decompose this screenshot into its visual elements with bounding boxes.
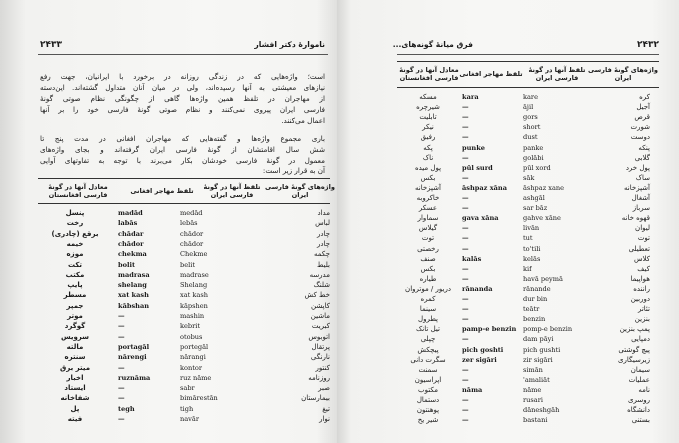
afghan-equivalent: طیاره <box>419 274 437 283</box>
text-line: معمول در گونۀ فارسی خودشان بکار می‌برند با توجه به تفاوتهای آوایی <box>40 156 325 165</box>
persian-word: مدرسه <box>309 270 330 279</box>
persian-word: گلابی <box>634 153 650 162</box>
table-row <box>337 122 679 132</box>
table-row <box>337 183 679 193</box>
table-row <box>0 342 337 352</box>
afghan-pronunciation: — <box>462 244 469 253</box>
table-row <box>337 213 679 223</box>
afghan-equivalent: تابلیت <box>419 113 437 122</box>
table-row <box>337 163 679 173</box>
afghan-pronunciation: — <box>118 322 125 331</box>
afghan-equivalent: کمره <box>420 295 436 303</box>
persian-word: پرتقال <box>311 342 330 351</box>
table-row <box>337 264 679 274</box>
afghan-pronunciation: — <box>462 335 469 344</box>
afghan-pronunciation: — <box>118 394 125 403</box>
afghan-equivalent: سگرت دانی <box>410 355 446 364</box>
table-row <box>337 244 679 254</box>
afghan-pronunciation: punke <box>462 143 485 152</box>
afghan-pronunciation: — <box>462 406 469 415</box>
iranian-pronunciation: short <box>523 123 541 132</box>
table-row <box>337 355 679 365</box>
afghan-equivalent: شفاخانه <box>60 394 90 403</box>
table-row <box>337 143 679 153</box>
table-row <box>0 249 337 259</box>
afghan-pronunciation: bolit <box>118 260 136 269</box>
persian-word: هواپیما <box>630 274 650 283</box>
afghan-equivalent: مسطر <box>63 291 87 300</box>
iranian-pronunciation: to'tili <box>523 244 541 253</box>
header-afghan-equivalent: معادل آنها در گونۀ فارسی افغانستان <box>399 65 459 82</box>
persian-word: کنتور <box>315 363 330 372</box>
table-row <box>337 324 679 334</box>
persian-word: ماشین <box>310 312 330 320</box>
persian-word: آشپزخانه <box>624 183 650 192</box>
persian-word: شلنگ <box>313 281 330 290</box>
afghan-pronunciation: — <box>462 103 469 112</box>
iranian-pronunciation: dur bin <box>523 295 548 303</box>
iranian-pronunciation: ājil <box>523 103 534 112</box>
table-row <box>337 193 679 203</box>
text-line: شش سال اقامتشان از گونۀ فارسی ایران گرفته‌اند و بجای واژه‌های <box>40 145 325 154</box>
persian-word: قرص <box>634 113 650 122</box>
table-row <box>337 254 679 264</box>
iranian-pronunciation: dam pāyi <box>523 335 554 344</box>
afghan-equivalent: سنتره <box>64 353 86 362</box>
header-iranian-pronunciation: تلفظ آنها در گونۀ فارسی ایران <box>528 65 586 82</box>
running-title: ناموارۀ دکتر افشار <box>254 40 325 49</box>
afghan-equivalent: چپلی <box>420 335 436 344</box>
iranian-pronunciation: teātr <box>523 305 540 314</box>
afghan-equivalent: مسکه <box>419 93 437 101</box>
table-row <box>0 383 337 393</box>
afghan-equivalent: رخت <box>66 219 84 228</box>
afghan-pronunciation: ruznāma <box>118 373 151 382</box>
afghan-equivalent: جمپر <box>66 301 84 310</box>
afghan-pronunciation: — <box>118 312 125 320</box>
iranian-pronunciation: medād <box>180 209 203 217</box>
persian-word: بلیط <box>316 260 330 269</box>
afghan-equivalent: توت <box>421 234 435 243</box>
table-row <box>0 260 337 270</box>
table-row <box>0 363 337 373</box>
persian-word: دمپایی <box>631 335 650 344</box>
iranian-pronunciation: kebrit <box>180 322 201 331</box>
header-afghan-pronunciation: تلفظ مهاجر افغانی <box>459 69 523 78</box>
table-header-rule <box>38 203 330 204</box>
afghan-pronunciation: — <box>462 365 469 374</box>
persian-word: بیمارستان <box>301 394 330 403</box>
table-row <box>0 290 337 300</box>
header-afghan-equivalent: معادل آنها در گونۀ فارسی افغانستان <box>48 182 108 199</box>
persian-word: دوست <box>630 133 650 142</box>
table-row <box>337 92 679 102</box>
table-row <box>337 112 679 122</box>
afghan-equivalent: گوگرد <box>64 322 86 331</box>
iranian-pronunciation: bimārestān <box>180 394 218 403</box>
left-page <box>0 0 337 443</box>
text-line: باری مجموع واژه‌ها و گفته‌هایی که مهاجران افغانی در مدت پنج تا <box>40 134 325 143</box>
persian-word: نامه <box>638 385 650 394</box>
afghan-pronunciation: nāma <box>462 385 483 394</box>
iranian-pronunciation: belit <box>180 260 195 269</box>
iranian-pronunciation: navār <box>180 415 199 423</box>
persian-word: کبریت <box>311 322 330 331</box>
afghan-equivalent: موزه <box>66 250 84 259</box>
persian-word: پنکه <box>638 143 650 152</box>
iranian-pronunciation: nāme <box>523 385 542 394</box>
afghan-equivalent: تکت <box>67 260 83 269</box>
afghan-equivalent: سرویس <box>60 332 90 341</box>
persian-word: روزنامه <box>308 373 330 382</box>
afghan-equivalent: اخبار <box>66 373 84 382</box>
afghan-equivalent: پنسل <box>65 209 85 217</box>
running-title: فرق میانۀ گونه‌های... <box>392 40 473 49</box>
text-line: نیازهای معیشتی به آنها رسیده‌اند، ولی در میان آنان متداول گشته‌اند. این‌دسته <box>40 83 325 92</box>
afghan-pronunciation: gava xāna <box>462 214 499 223</box>
text-line: است؛ واژه‌هایی که در زندگی روزانه در برخورد با ایرانیان، جهت رفع <box>40 72 325 81</box>
text-line: فارسی ایران پیروی نمی‌کنند و نظام صوتی گونۀ فارسی خود را بر آنها <box>40 105 325 114</box>
iranian-pronunciation: nārangi <box>180 353 206 362</box>
afghan-pronunciation: portagāl <box>118 342 150 351</box>
afghan-pronunciation: zer sigāri <box>462 355 497 364</box>
iranian-pronunciation: panke <box>523 143 544 152</box>
text-line: آن به قرار زیر است: <box>262 166 325 175</box>
table-row <box>337 415 679 425</box>
table-row <box>0 270 337 280</box>
afghan-pronunciation: pamp-e benzin <box>462 325 517 334</box>
table-row <box>337 173 679 183</box>
table-row <box>0 311 337 321</box>
persian-word: راننده <box>633 284 650 293</box>
afghan-pronunciation: chekma <box>118 250 147 259</box>
persian-word: لباس <box>315 219 330 228</box>
afghan-pronunciation: — <box>462 224 469 233</box>
header-persian-word: واژه‌های گونۀ فارسی ایران <box>588 65 658 82</box>
table-row <box>0 332 337 342</box>
iranian-pronunciation: āshpaz xane <box>523 183 565 192</box>
persian-word: نوار <box>319 415 330 423</box>
afghan-pronunciation: rānanda <box>462 284 493 293</box>
persian-word: قهوه خانه <box>621 214 650 223</box>
table-row <box>337 405 679 415</box>
header-afghan-pronunciation: تلفظ مهاجر افغانی <box>130 186 194 195</box>
iranian-pronunciation: madrase <box>180 270 209 279</box>
afghan-equivalent: سماوار <box>417 214 439 223</box>
afghan-equivalent: میتر برق <box>59 363 91 372</box>
persian-word: آجیل <box>636 103 650 112</box>
table-row <box>337 223 679 233</box>
persian-word: بستنی <box>631 416 650 425</box>
persian-word: ساک <box>635 173 650 182</box>
table-row <box>0 414 337 424</box>
persian-word: خط کش <box>304 291 330 300</box>
persian-word: تیغ <box>322 404 330 413</box>
iranian-pronunciation: dāneshgāh <box>523 406 560 415</box>
table-row <box>0 321 337 331</box>
persian-word: پیچ گوشتی <box>618 345 650 354</box>
iranian-pronunciation: golābi <box>523 153 544 162</box>
afghan-pronunciation: — <box>462 396 469 404</box>
table-row <box>337 132 679 142</box>
table-row <box>0 280 337 290</box>
table-row <box>337 365 679 375</box>
persian-word: پول خرد <box>625 163 650 172</box>
iranian-pronunciation: kontor <box>180 363 202 372</box>
afghan-equivalent: رخصتی <box>417 244 439 253</box>
afghan-pronunciation: — <box>462 113 469 122</box>
persian-word: نارنگی <box>310 353 330 362</box>
afghan-equivalent: مکتوب <box>418 385 438 394</box>
iranian-pronunciation: lebās <box>180 219 198 228</box>
afghan-equivalent: پطرول <box>417 315 439 324</box>
afghan-equivalent: پول میده <box>414 163 442 172</box>
table-row <box>337 153 679 163</box>
iranian-pronunciation: chādor <box>180 239 204 248</box>
afghan-equivalent: موتر <box>67 312 83 320</box>
afghan-pronunciation: chādor <box>118 239 144 248</box>
afghan-equivalent: سینما <box>419 305 437 314</box>
afghan-equivalent: دستمال <box>416 396 440 404</box>
afghan-equivalent: پیچکش <box>417 345 439 354</box>
afghan-equivalent: عسکر <box>418 204 438 213</box>
afghan-equivalent: مالته <box>66 342 84 351</box>
afghan-equivalent: تیل تانک <box>416 325 440 334</box>
afghan-pronunciation: — <box>462 194 469 202</box>
iranian-pronunciation: kelās <box>523 254 541 263</box>
persian-word: سرباز <box>632 204 650 213</box>
table-row <box>337 334 679 344</box>
persian-word: روسری <box>628 396 650 404</box>
afghan-pronunciation: kara <box>462 93 479 101</box>
table-row <box>0 404 337 414</box>
table-row <box>337 233 679 243</box>
iranian-pronunciation: pomp-e benzin <box>523 325 573 334</box>
afghan-pronunciation: — <box>462 204 469 213</box>
persian-word: شورت <box>630 123 650 132</box>
afghan-pronunciation: — <box>462 123 469 132</box>
table-top-rule <box>38 178 330 179</box>
table-row <box>337 203 679 213</box>
afghan-pronunciation: — <box>118 384 125 393</box>
persian-word: کلاس <box>633 254 650 263</box>
afghan-equivalent: پکه <box>423 143 433 152</box>
iranian-pronunciation: 'amaliāt <box>523 375 550 384</box>
iranian-pronunciation: otobus <box>180 332 203 341</box>
afghan-pronunciation: — <box>462 173 469 182</box>
afghan-pronunciation: nārengi <box>118 353 147 362</box>
iranian-pronunciation: pūl xord <box>523 163 551 172</box>
afghan-pronunciation: kalās <box>462 254 482 263</box>
iranian-pronunciation: simān <box>523 365 543 374</box>
afghan-equivalent: پل <box>70 404 80 413</box>
table-row <box>337 304 679 314</box>
iranian-pronunciation: xat kash <box>180 291 208 300</box>
afghan-equivalent: پایپ <box>67 281 83 290</box>
afghan-equivalent: سمنت <box>418 365 438 374</box>
text-line: از مهاجران در تلفظ همین واژه‌ها گاهی از چگونگی نظام صوتی گونۀ <box>40 94 325 103</box>
afghan-equivalent: خیمه <box>66 239 84 248</box>
afghan-pronunciation: chādar <box>118 229 144 238</box>
table-row <box>0 373 337 383</box>
afghan-equivalent: پوهنتون <box>416 406 440 415</box>
persian-word: کیف <box>637 264 650 273</box>
afghan-pronunciation: shelang <box>118 281 147 290</box>
table-row <box>337 294 679 304</box>
afghan-pronunciation: pūl surd <box>462 163 493 172</box>
afghan-equivalent: بکس <box>420 264 436 273</box>
table-row <box>337 385 679 395</box>
iranian-pronunciation: rusari <box>523 396 543 404</box>
table-row <box>337 314 679 324</box>
right-page <box>337 0 679 443</box>
persian-word: بنزین <box>634 315 650 324</box>
iranian-pronunciation: ashgāl <box>523 194 545 202</box>
header-rule <box>38 54 328 55</box>
header-rule <box>397 54 659 55</box>
iranian-pronunciation: gors <box>523 113 538 122</box>
afghan-pronunciation: — <box>462 274 469 283</box>
iranian-pronunciation: ruz nāme <box>180 373 212 382</box>
persian-word: کره <box>639 93 650 101</box>
iranian-pronunciation: mashin <box>180 312 205 320</box>
persian-word: لیوان <box>635 224 650 233</box>
afghan-equivalent: ایستاد <box>64 384 86 393</box>
afghan-equivalent: گیلاس <box>418 224 438 233</box>
persian-word: چکمه <box>314 250 330 259</box>
table-row <box>0 352 337 362</box>
iranian-pronunciation: portegāl <box>180 342 209 351</box>
persian-word: زیرسیگاری <box>617 355 650 364</box>
afghan-pronunciation: — <box>462 133 469 142</box>
afghan-equivalent: آشپزخانه <box>415 183 441 192</box>
persian-word: اتوبوس <box>308 332 330 341</box>
iranian-pronunciation: sāk <box>523 173 535 182</box>
persian-word: دوربین <box>630 295 650 303</box>
afghan-pronunciation: āshpaz xāna <box>462 183 507 192</box>
iranian-pronunciation: dust <box>523 133 538 142</box>
table-header-rule <box>397 87 659 88</box>
persian-word: صبر <box>318 384 330 393</box>
persian-word: تئاتر <box>637 305 650 314</box>
text-line: اعمال می‌کنند. <box>281 116 325 125</box>
header-iranian-pronunciation: تلفظ آنها در گونۀ فارسی ایران <box>203 182 261 199</box>
afghan-equivalent: ناک <box>422 153 434 162</box>
afghan-equivalent: شیرچره <box>416 103 440 112</box>
afghan-pronunciation: — <box>462 315 469 324</box>
iranian-pronunciation: sabr <box>180 384 195 393</box>
afghan-pronunciation: labās <box>118 219 138 228</box>
iranian-pronunciation: rānande <box>523 284 551 293</box>
iranian-pronunciation: bastani <box>523 416 548 425</box>
afghan-equivalent: رفیق <box>420 133 436 142</box>
iranian-pronunciation: Chekme <box>180 250 208 259</box>
table-row <box>0 239 337 249</box>
afghan-pronunciation: — <box>462 153 469 162</box>
iranian-pronunciation: pich gushti <box>523 345 561 354</box>
iranian-pronunciation: tigh <box>180 404 194 413</box>
afghan-pronunciation: — <box>462 375 469 384</box>
iranian-pronunciation: sar bāz <box>523 204 548 213</box>
table-row <box>337 274 679 284</box>
afghan-pronunciation: — <box>118 415 125 423</box>
afghan-equivalent: مکتب <box>65 270 85 279</box>
persian-word: سیمان <box>630 365 650 374</box>
iranian-pronunciation: zir sigāri <box>523 355 553 364</box>
afghan-equivalent: خاکروبه <box>416 194 440 202</box>
afghan-pronunciation: — <box>462 234 469 243</box>
afghan-pronunciation: madrasa <box>118 270 150 279</box>
table-row <box>337 345 679 355</box>
iranian-pronunciation: Shelang <box>180 281 208 290</box>
iranian-pronunciation: kāpshen <box>180 301 208 310</box>
persian-word: توت <box>637 234 650 243</box>
table-top-rule <box>397 61 659 62</box>
afghan-equivalent: اپراسیون <box>414 375 442 384</box>
afghan-pronunciation: kābshan <box>118 301 150 310</box>
table-row <box>0 208 337 218</box>
persian-word: عملیات <box>628 375 650 384</box>
table-row <box>0 218 337 228</box>
afghan-equivalent: بکس <box>420 173 436 182</box>
persian-word: تعطیلی <box>628 244 650 253</box>
afghan-equivalent: دریور / موتروان <box>405 284 451 293</box>
iranian-pronunciation: livān <box>523 224 540 233</box>
table-row <box>0 301 337 311</box>
persian-word: پمپ بنزین <box>619 325 650 334</box>
table-row <box>337 284 679 294</box>
header-persian-word: واژه‌های گونۀ فارسی ایران <box>265 182 335 199</box>
afghan-pronunciation: — <box>462 305 469 314</box>
afghan-equivalent: شیر یخ <box>417 416 439 425</box>
afghan-equivalent: فیته <box>67 415 83 423</box>
persian-word: دانشگاه <box>627 406 650 415</box>
iranian-pronunciation: benzin <box>523 315 546 324</box>
iranian-pronunciation: kare <box>523 93 538 101</box>
iranian-pronunciation: gahve xāne <box>523 214 561 223</box>
afghan-pronunciation: madād <box>118 209 143 217</box>
afghan-pronunciation: xat kash <box>118 291 149 300</box>
afghan-pronunciation: — <box>118 363 125 372</box>
persian-word: چادر <box>317 229 330 238</box>
persian-word: چادر <box>317 239 330 248</box>
iranian-pronunciation: chādor <box>180 229 204 238</box>
afghan-pronunciation: tegh <box>118 404 135 413</box>
table-row <box>337 395 679 405</box>
table-row <box>337 102 679 112</box>
persian-word: مداد <box>317 209 330 217</box>
page-number: ۲۴۳۳ <box>40 40 62 50</box>
afghan-equivalent: برقع (چادری) <box>51 229 99 238</box>
afghan-pronunciation: — <box>462 295 469 303</box>
iranian-pronunciation: tut <box>523 234 533 243</box>
afghan-pronunciation: pich goshti <box>462 345 504 354</box>
page-number: ۲۴۳۲ <box>637 40 659 50</box>
table-row <box>0 229 337 239</box>
afghan-pronunciation: — <box>462 264 469 273</box>
afghan-pronunciation: — <box>462 416 469 425</box>
iranian-pronunciation: havā peymā <box>523 274 563 283</box>
afghan-pronunciation: — <box>118 332 125 341</box>
table-row <box>0 393 337 403</box>
iranian-pronunciation: kif <box>523 264 532 273</box>
afghan-equivalent: صنف <box>420 254 436 263</box>
persian-word: کاپشن <box>311 301 330 310</box>
table-row <box>337 375 679 385</box>
afghan-equivalent: نیکر <box>422 123 434 132</box>
persian-word: آشغال <box>631 194 650 202</box>
